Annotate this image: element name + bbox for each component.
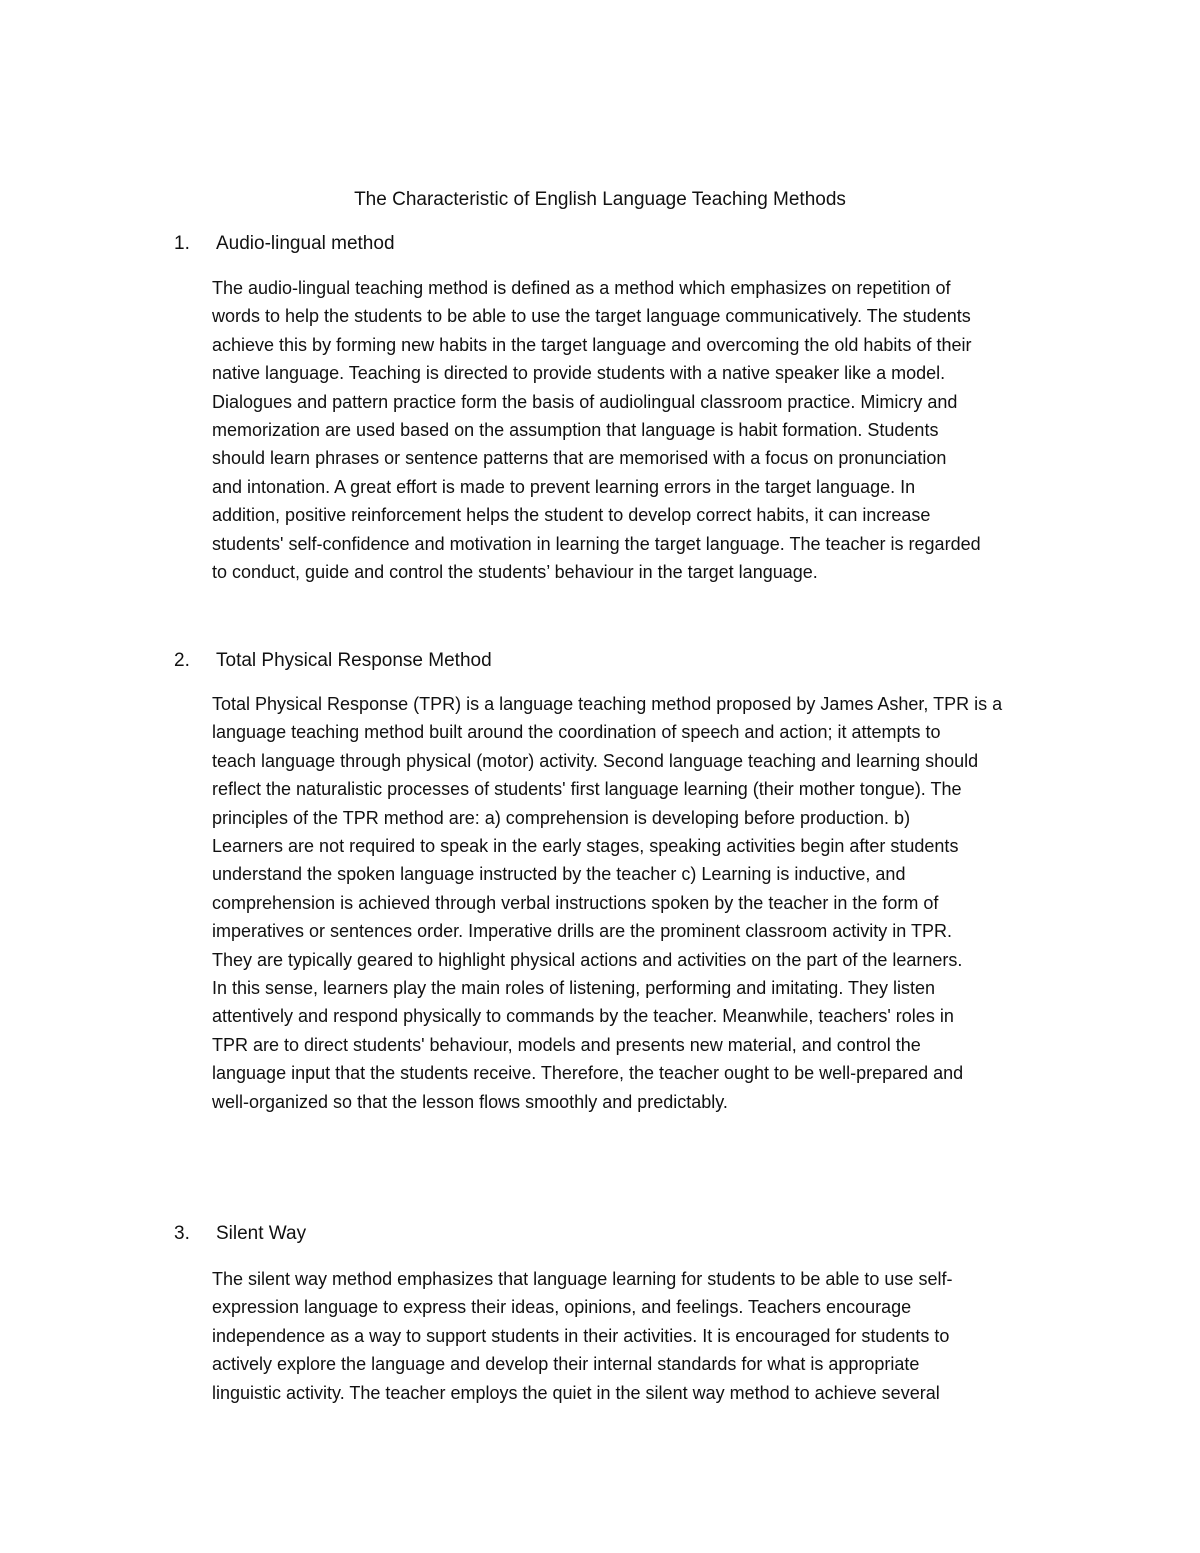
section-number: 2. <box>174 650 190 671</box>
paragraph-line: independence as a way to support students in their activities. It is encouraged for students to <box>212 1325 950 1346</box>
paragraph-line: TPR are to direct students' behaviour, models and presents new material, and control the <box>212 1034 921 1055</box>
paragraph-line: should learn phrases or sentence patterns that are memorised with a focus on pronunciation <box>212 448 947 469</box>
paragraph-line: to conduct, guide and control the students’ behaviour in the target language. <box>212 562 818 583</box>
paragraph-line: and intonation. A great effort is made to prevent learning errors in the target language. In <box>212 476 916 497</box>
paragraph-line: achieve this by forming new habits in the target language and overcoming the old habits of their <box>212 334 972 355</box>
paragraph-line: Dialogues and pattern practice form the basis of audiolingual classroom practice. Mimicry and <box>212 391 958 412</box>
paragraph-line: imperatives or sentences order. Imperative drills are the prominent classroom activity in TPR. <box>212 921 952 942</box>
section-heading-silent-way <box>174 1220 306 1248</box>
section-title: Total Physical Response Method <box>216 650 492 671</box>
paragraph-line: Learners are not required to speak in the early stages, speaking activities begin after students <box>212 836 959 857</box>
paragraph-line: understand the spoken language instructed by the teacher c) Learning is inductive, and <box>212 864 906 885</box>
paragraph-line: expression language to express their ideas, opinions, and feelings. Teachers encourage <box>212 1297 912 1318</box>
paragraph-line: students' self-confidence and motivation in learning the target language. The teacher is regarded <box>212 533 981 554</box>
paragraph-line: well-organized so that the lesson flows smoothly and predictably. <box>212 1091 728 1112</box>
paragraph-line: The silent way method emphasizes that language learning for students to be able to use self- <box>212 1269 953 1289</box>
paragraph-line: teach language through physical (motor) activity. Second language teaching and learning should <box>212 750 979 771</box>
paragraph-line: The audio-lingual teaching method is defined as a method which emphasizes on repetition of <box>212 278 951 298</box>
section-title: Silent Way <box>216 1223 307 1244</box>
paragraph-line: words to help the students to be able to use the target language communicatively. The students <box>212 306 971 327</box>
paragraph-line: Total Physical Response (TPR) is a language teaching method proposed by James Asher, TPR is a <box>212 694 1003 714</box>
paragraph-line: actively explore the language and develop their internal standards for what is appropriate <box>212 1354 920 1375</box>
section-number: 1. <box>174 233 190 254</box>
paragraph-line: In this sense, learners play the main roles of listening, performing and imitating. They listen <box>212 978 936 999</box>
paragraph-line: native language. Teaching is directed to provide students with a native speaker like a model. <box>212 363 946 384</box>
section-paragraph-silent-way <box>212 1265 1074 1407</box>
paragraph-line: language teaching method built around the coordination of speech and action; it attempts to <box>212 722 941 743</box>
paragraph-line: language input that the students receive. Therefore, the teacher ought to be well-prepared and <box>212 1063 964 1084</box>
section-heading-tpr <box>174 647 492 675</box>
paragraph-line: They are typically geared to highlight physical actions and activities on the part of the learners. <box>212 949 963 970</box>
section-title: Audio-lingual method <box>216 233 395 254</box>
document-title: The Characteristic of English Language Teaching Methods <box>354 189 846 210</box>
section-paragraph-tpr <box>212 690 1074 1116</box>
section-paragraph-audio-lingual <box>212 274 1074 586</box>
section-heading-audio-lingual <box>174 230 395 258</box>
paragraph-line: principles of the TPR method are: a) comprehension is developing before production. b) <box>212 807 911 828</box>
paragraph-line: attentively and respond physically to commands by the teacher. Meanwhile, teachers' roles in <box>212 1006 954 1027</box>
paragraph-line: linguistic activity. The teacher employs the quiet in the silent way method to achieve several <box>212 1382 940 1403</box>
section-number: 3. <box>174 1223 190 1244</box>
paragraph-line: addition, positive reinforcement helps the student to develop correct habits, it can increase <box>212 505 931 526</box>
paragraph-line: comprehension is achieved through verbal instructions spoken by the teacher in the form of <box>212 892 939 913</box>
paragraph-line: reflect the naturalistic processes of students' first language learning (their mother tongue). The <box>212 779 962 800</box>
paragraph-line: memorization are used based on the assumption that language is habit formation. Students <box>212 420 939 441</box>
